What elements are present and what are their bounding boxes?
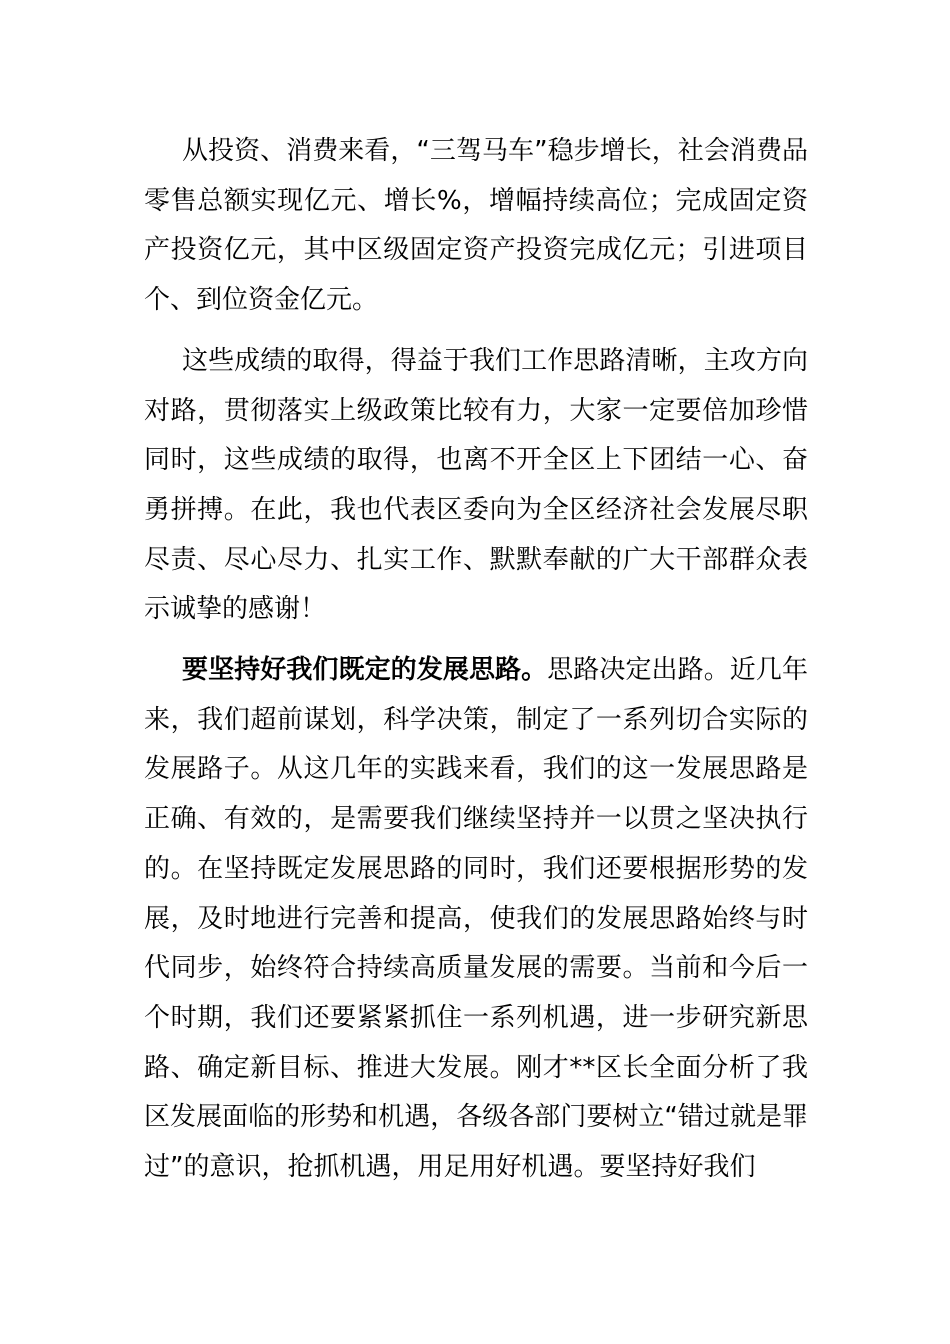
paragraph-investment-consumption [144,127,808,326]
document-page [144,127,808,1193]
paragraph-text: 从投资、消费来看，“三驾马车”稳步增长，社会消费品零售总额实现亿元、增长%，增幅持续高位；完成固定资产投资亿元，其中区级固定资产投资完成亿元；引进项目个、到位资金亿元。 [144,136,808,316]
paragraph-heading: 要坚持好我们既定的发展思路。 [182,655,548,686]
paragraph-text: 思路决定出路。近几年来，我们超前谋划，科学决策，制定了一系列切合实际的发展路子。从这几年的实践来看，我们的这一发展思路是正确、有效的，是需要我们继续坚持并一以贯之坚决执行的。在坚持既定发展思路的同时，我们还要根据形势的发展，及时地进行完善和提高，使我们的发展思路始终与时代同步，始终符合持续高质量发展的需要。当前和今后一个时期，我们还要紧紧抓住一系列机遇，进一步研究新思路、确定新目标、推进大发展。刚才**区长全面分析了我区发展面临的形势和机遇，各级各部门要树立“错过就是罪过”的意识，抢抓机遇，用足用好机遇。要坚持好我们 [144,655,808,1183]
paragraph-achievements [144,337,808,635]
paragraph-text: 这些成绩的取得，得益于我们工作思路清晰，主攻方向对路，贯彻落实上级政策比较有力，大家一定要倍加珍惜同时，这些成绩的取得，也离不开全区上下团结一心、奋勇拼搏。在此，我也代表区委向为全区经济社会发展尽职尽责、尽心尽力、扎实工作、默默奉献的广大干部群众表示诚挚的感谢！ [144,345,808,625]
paragraph-development-approach [144,646,808,1193]
